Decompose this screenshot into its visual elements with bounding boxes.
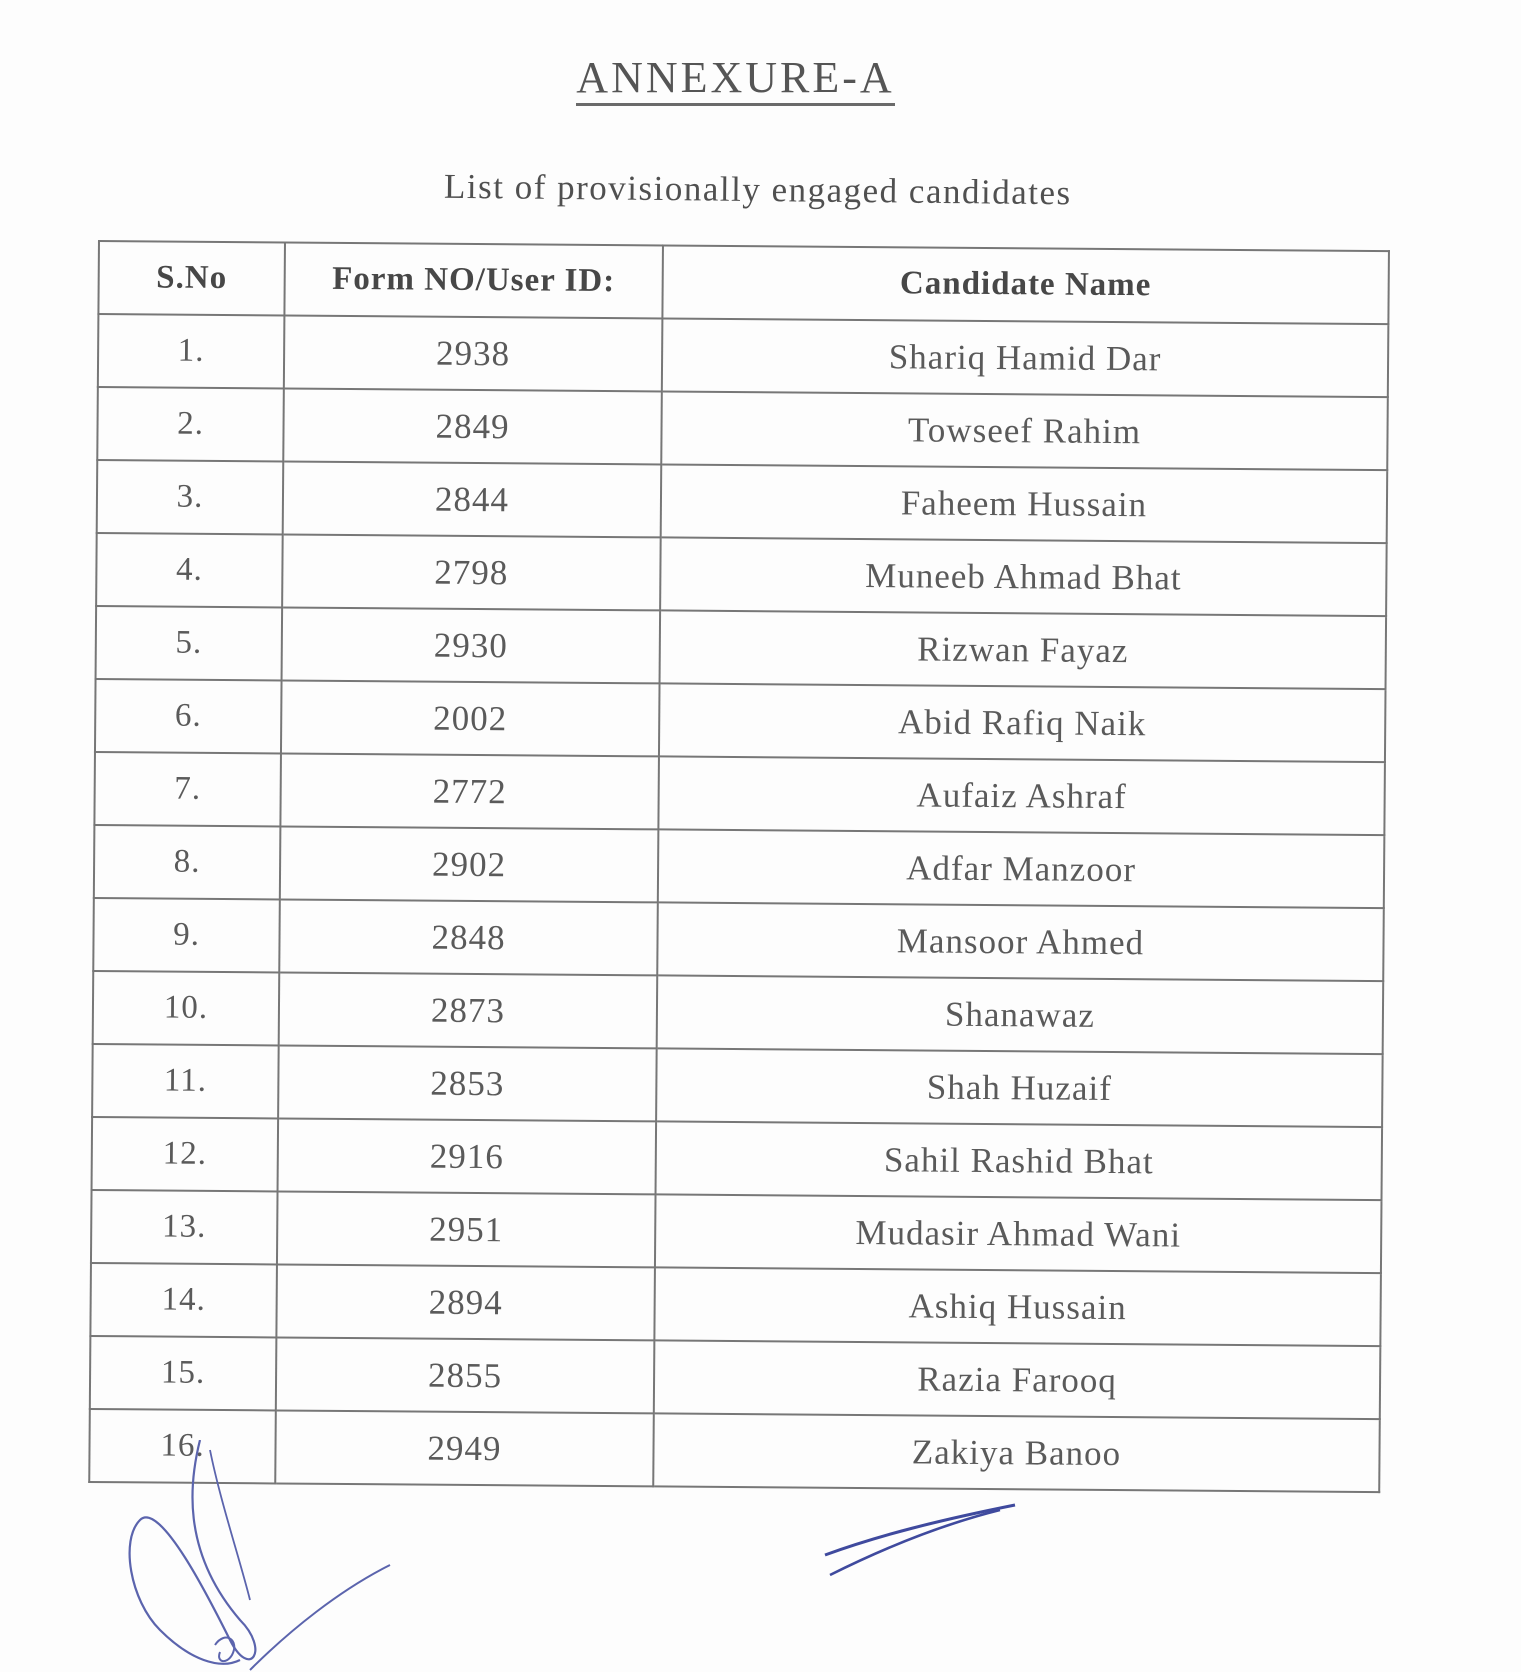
cell-form-no: 2902 <box>280 826 659 902</box>
cell-form-no: 2938 <box>284 315 663 391</box>
cell-sno: 3. <box>97 460 284 534</box>
cell-form-no: 2844 <box>283 461 662 537</box>
table-row <box>96 606 1387 689</box>
cell-sno: 7. <box>94 752 281 826</box>
table-row <box>95 679 1386 762</box>
table-row <box>94 825 1385 908</box>
cell-form-no: 2949 <box>275 1410 654 1486</box>
cell-candidate-name: Razia Farooq <box>654 1340 1381 1419</box>
table-row <box>92 1044 1383 1127</box>
cell-candidate-name: Towseef Rahim <box>661 391 1388 470</box>
cell-sno: 15. <box>90 1336 277 1410</box>
table-header-row <box>98 241 1389 324</box>
table-row <box>91 1190 1382 1273</box>
cell-candidate-name: Shah Huzaif <box>656 1048 1383 1127</box>
cell-sno: 13. <box>91 1190 278 1264</box>
cell-form-no: 2873 <box>279 972 658 1048</box>
signature-left <box>120 1440 440 1672</box>
header-sno: S.No <box>98 241 285 315</box>
cell-sno: 8. <box>94 825 281 899</box>
annexure-title-text: ANNEXURE-A <box>576 55 894 106</box>
header-form-no: Form NO/User ID: <box>284 242 663 318</box>
cell-form-no: 2853 <box>278 1045 657 1121</box>
cell-form-no: 2894 <box>276 1264 655 1340</box>
table-row <box>90 1336 1381 1419</box>
table-row <box>90 1263 1381 1346</box>
table-row <box>94 752 1385 835</box>
table-row <box>97 460 1388 543</box>
cell-sno: 10. <box>93 971 280 1045</box>
cell-candidate-name: Mudasir Ahmad Wani <box>655 1194 1382 1273</box>
document-subtitle-text: List of provisionally engaged candidates <box>444 166 1073 213</box>
cell-candidate-name: Shariq Hamid Dar <box>662 318 1389 397</box>
table-row <box>92 1117 1383 1200</box>
cell-sno: 1. <box>98 314 285 388</box>
cell-sno: 12. <box>92 1117 279 1191</box>
cell-form-no: 2849 <box>283 388 662 464</box>
cell-candidate-name: Shanawaz <box>657 975 1384 1054</box>
cell-sno: 14. <box>90 1263 277 1337</box>
cell-sno: 4. <box>96 533 283 607</box>
cell-candidate-name: Faheem Hussain <box>661 464 1388 543</box>
table-row <box>93 971 1384 1054</box>
cell-form-no: 2798 <box>282 534 661 610</box>
signature-right <box>820 1480 1020 1600</box>
cell-candidate-name: Sahil Rashid Bhat <box>656 1121 1383 1200</box>
table-row <box>93 898 1384 981</box>
cell-candidate-name: Adfar Manzoor <box>658 829 1385 908</box>
cell-sno: 16. <box>89 1409 276 1483</box>
table-row <box>96 533 1387 616</box>
table-row <box>98 314 1389 397</box>
cell-sno: 11. <box>92 1044 279 1118</box>
document-subtitle <box>0 166 1521 213</box>
cell-sno: 9. <box>93 898 280 972</box>
cell-form-no: 2930 <box>282 607 661 683</box>
cell-candidate-name: Ashiq Hussain <box>654 1267 1381 1346</box>
cell-form-no: 2772 <box>280 753 659 829</box>
cell-candidate-name: Mansoor Ahmed <box>657 902 1384 981</box>
cell-sno: 5. <box>96 606 283 680</box>
cell-form-no: 2002 <box>281 680 660 756</box>
cell-form-no: 2855 <box>276 1337 655 1413</box>
cell-candidate-name: Aufaiz Ashraf <box>658 756 1385 835</box>
cell-form-no: 2951 <box>277 1191 656 1267</box>
candidate-table-container <box>88 240 1388 1493</box>
cell-form-no: 2848 <box>279 899 658 975</box>
cell-candidate-name: Abid Rafiq Naik <box>659 683 1386 762</box>
annexure-title <box>0 52 1521 106</box>
header-candidate-name: Candidate Name <box>662 245 1389 324</box>
cell-candidate-name: Muneeb Ahmad Bhat <box>660 537 1387 616</box>
cell-sno: 6. <box>95 679 282 753</box>
cell-form-no: 2916 <box>278 1118 657 1194</box>
cell-candidate-name: Zakiya Banoo <box>653 1413 1380 1492</box>
table-body <box>89 314 1388 1492</box>
cell-candidate-name: Rizwan Fayaz <box>660 610 1387 689</box>
table-row <box>97 387 1388 470</box>
cell-sno: 2. <box>97 387 284 461</box>
candidate-table <box>88 240 1390 1493</box>
